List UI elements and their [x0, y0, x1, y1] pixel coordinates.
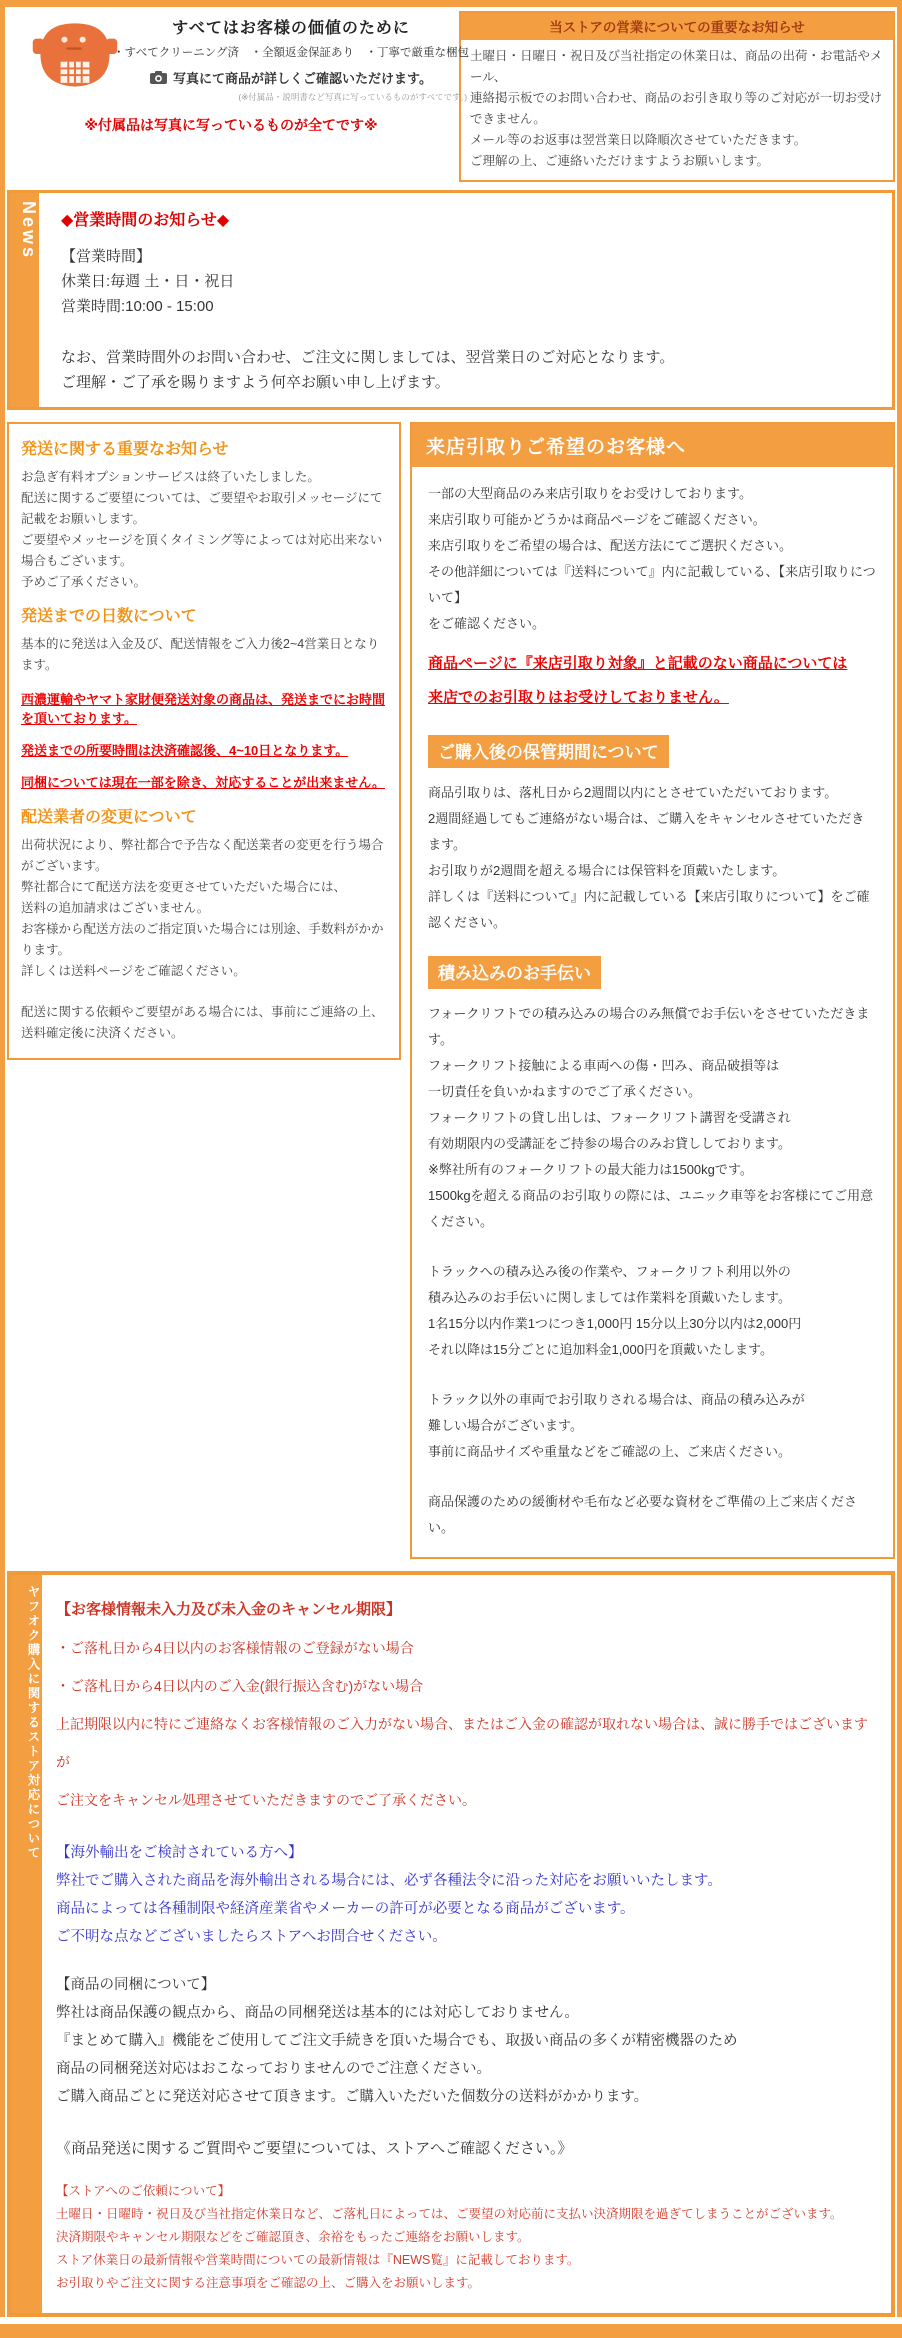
- shipping-line: 送料確定後に決済ください。: [21, 1026, 184, 1040]
- news-note: なお、営業時間外のお問い合わせ、ご注文に関しましては、翌営業日のご対応となります。: [61, 349, 675, 366]
- pickup-line: フォークリフトの貸し出しは、フォークリフト講習を受講され: [428, 1110, 791, 1125]
- pickup-line: 来店引取り可能かどうかは商品ページをご確認ください。: [428, 512, 766, 527]
- spacer: [21, 982, 387, 1002]
- news-note: ご理解・ご了承を賜りますよう何卒お願い申し上げます。: [61, 374, 450, 391]
- brand-photo-note: (※付属品・説明書など写真に写っているものがすべてです。): [238, 92, 468, 102]
- store-request-line: お引取りやご注文に関する注意事項をご確認の上、ご購入をお願いします。: [56, 2276, 481, 2290]
- notice-line: 連絡掲示板でのお問い合わせ、商品のお引き取り等のご対応が一切お受けできません。: [470, 91, 883, 126]
- pickup-line: 2週間経過してもご連絡がない場合は、ご購入をキャンセルさせていただきます。: [428, 811, 865, 852]
- pickup-red-warning-line: 来店でのお引取りはお受けしておりません。: [428, 689, 729, 706]
- pickup-line: フォークリフトでの積み込みの場合のみ無償でお手伝いをさせていただきます。: [428, 1006, 870, 1047]
- store-operation-notice-box: [459, 11, 895, 182]
- notice-line: ご理解の上、ご連絡いただけますようお願いします。: [470, 154, 770, 168]
- news-business-hours: 営業時間:10:00 - 15:00: [61, 298, 214, 315]
- brand-text: [113, 13, 469, 103]
- news-hours-label: 【営業時間】: [61, 248, 152, 265]
- contact-store-note: 《商品発送に関するご質問やご要望については、ストアへご確認ください。》: [56, 2140, 573, 2157]
- shipping-red-warning: 同梱については現在一部を除き、対応することが出来ません。: [21, 775, 386, 790]
- shipping-line: 送料の追加請求はございません。: [21, 901, 210, 915]
- brand-banner: [7, 11, 470, 135]
- shipping-line: お急ぎ有料オプションサービスは終了いたしました。: [21, 470, 320, 484]
- pickup-line: 事前に商品サイズや重量などをご確認の上、ご来店ください。: [428, 1444, 791, 1459]
- pickup-line: 商品引取りは、落札日から2週間以内にとさせていただいております。: [428, 785, 838, 800]
- pickup-line: 一部の大型商品のみ来店引取りをお受けしております。: [428, 486, 752, 501]
- pickup-line: 1500kgを超える商品のお引取りの際には、ユニック車等をお客様にてご用意ください。: [428, 1188, 874, 1229]
- pickup-panel-title: 来店引取りご希望のお客様へ: [412, 424, 893, 467]
- shipping-red-warning: 発送までの所要時間は決済確認後、4~10日となります。: [21, 743, 349, 758]
- bundle-notice-line: ご購入商品ごとに発送対応させて頂きます。ご購入いただいた個数分の送料がかかります。: [56, 2089, 649, 2105]
- shipping-line: 配送に関するご要望については、ご要望やお取引メッセージにて記載をお願いします。: [21, 491, 383, 526]
- pickup-line: 一切責任を負いかねますのでご了承ください。: [428, 1084, 702, 1099]
- export-notice-line: 【海外輸出をご検討されている方へ】: [56, 1845, 303, 1861]
- page-frame: [0, 7, 902, 2317]
- policy-tab: ヤフオク購入に関するストア対応について: [11, 1575, 42, 2313]
- store-request-line: 土曜日・日曜時・祝日及び当社指定休業日など、ご落札日によっては、ご要望の対応前に支払い決済期限を過ぎてしまうことがございます。: [56, 2207, 843, 2221]
- pickup-line: 来店引取りをご希望の場合は、配送方法にてご選択ください。: [428, 538, 793, 553]
- pickup-line: トラック以外の車両でお引取りされる場合は、商品の積み込みが: [428, 1392, 805, 1407]
- spacer: [428, 1363, 877, 1387]
- pickup-line: 商品保護のための緩衝材や毛布など必要な資材をご準備の上ご来店ください。: [428, 1494, 858, 1535]
- spacer: [56, 1951, 879, 1971]
- news-tab: News: [10, 193, 39, 407]
- header-row: [7, 11, 895, 182]
- shipping-days-heading: 発送までの日数について: [21, 608, 197, 625]
- store-request-line: 【ストアへのご依頼について】: [56, 2184, 231, 2198]
- pickup-line: をご確認ください。: [428, 616, 546, 631]
- news-section: [7, 190, 895, 410]
- pickup-line: 有効期限内の受講証をご持参の場合のみお貸ししております。: [428, 1136, 791, 1151]
- brand-accessories-warning: ※付属品は写真に写っているものが全てです※: [84, 117, 378, 133]
- shipping-notice-panel: [7, 422, 401, 1060]
- pickup-line: トラックへの積み込み後の作業や、フォークリフト利用以外の: [428, 1264, 791, 1279]
- pickup-line: ※弊社所有のフォークリフトの最大能力は1500kgです。: [428, 1162, 753, 1177]
- brand-top: [13, 13, 470, 103]
- bundle-notice-line: 『まとめて購入』機能をご使用してご注文手続きを頂いた場合でも、取扱い商品の多くが精密機器のため: [56, 2033, 738, 2049]
- pickup-line: フォークリフト接触による車両への傷・凹み、商品破損等は: [428, 1058, 780, 1073]
- top-border-bar: [0, 0, 902, 7]
- shipping-line: ご要望やメッセージを頂くタイミング等によっては対応出来ない場合もございます。: [21, 533, 383, 568]
- shipping-line: 基本的に発送は入金及び、配送情報をご入力後2~4営業日となります。: [21, 637, 380, 672]
- brand-photo-text: 写真にて商品が詳しくご確認いただけます。: [173, 71, 432, 86]
- shipping-line: 詳しくは送料ページをご確認ください。: [21, 964, 246, 978]
- spacer: [428, 1235, 877, 1259]
- pickup-line: 難しい場合がございます。: [428, 1418, 583, 1433]
- news-closed-days: 休業日:毎週 土・日・祝日: [61, 273, 235, 290]
- shipping-red-warning: 西濃運輸やヤマト家財便発送対象の商品は、発送までにお時間を頂いております。: [21, 692, 386, 726]
- pickup-red-warning-line: 商品ページに『来店引取り対象』と記載のない商品については: [428, 655, 848, 672]
- yahoo-auction-policy-section: [7, 1571, 895, 2317]
- pickup-line: お引取りが2週間を超える場合には保管料を頂戴いたします。: [428, 863, 786, 878]
- news-heading: ◆営業時間のお知らせ◆: [61, 212, 230, 229]
- shipping-line: 予めご了承ください。: [21, 575, 147, 589]
- cancel-deadline-line: ・ご落札日から4日以内のご入金(銀行振込含む)がない場合: [56, 1678, 424, 1694]
- pickup-line: それ以降は15分ごとに追加料金1,000円を頂戴いたします。: [428, 1342, 773, 1357]
- cancel-deadline-line: ご注文をキャンセル処理させていただきますのでご了承ください。: [56, 1792, 476, 1808]
- store-operation-notice-title: 当ストアの営業についての重要なお知らせ: [461, 13, 893, 40]
- store-request-line: 決済期限やキャンセル期限などをご確認頂き、余裕をもったご連絡をお願いします。: [56, 2230, 530, 2244]
- export-notice-line: 商品によっては各種制限や経済産業省やメーカーの許可が必要となる商品がございます。: [56, 1901, 635, 1917]
- notice-line: 土曜日・日曜日・祝日及び当社指定の休業日は、商品の出荷・お電話やメール、: [470, 49, 883, 84]
- bundle-notice-line: 【商品の同梱について】: [56, 1977, 216, 1993]
- cancel-deadline-heading: 【お客様情報未入力及び未入金のキャンセル期限】: [56, 1601, 402, 1618]
- pickup-panel: [410, 422, 895, 1559]
- storage-heading-row: [428, 715, 877, 780]
- middle-columns: [7, 422, 895, 1559]
- shipping-heading: 発送に関する重要なお知らせ: [21, 441, 229, 458]
- pickup-line: 積み込みのお手伝いに関しましては作業料を頂戴いたします。: [428, 1290, 791, 1305]
- pickup-line: 1名15分以内作業1つにつき1,000円 15分以上30分以内は2,000円: [428, 1316, 802, 1331]
- storage-period-heading: ご購入後の保管期間について: [428, 735, 669, 768]
- export-notice-line: 弊社でご購入された商品を海外輸出される場合には、必ず各種法令に沿った対応をお願いいたします。: [56, 1873, 722, 1889]
- policy-content: [42, 1575, 891, 2313]
- pickup-panel-body: [412, 467, 893, 1557]
- shipping-line: 出荷状況により、弊社都合で予告なく配送業者の変更を行う場合がございます。: [21, 838, 384, 873]
- store-mascot-logo: [13, 13, 113, 103]
- cancel-deadline-line: 上記期限以内に特にご連絡なくお客様情報のご入力がない場合、またはご入金の確認が取れない場合は、誠に勝手ではございますが: [56, 1716, 868, 1770]
- notice-line: メール等のお返事は翌営業日以降順次させていただきます。: [470, 133, 807, 147]
- pickup-line: 詳しくは『送料について』内に記載している【来店引取りについて】をご確認ください。: [428, 889, 870, 930]
- bundle-notice-line: 商品の同梱発送対応はおこなっておりませんのでご注意ください。: [56, 2061, 491, 2077]
- spacer: [56, 1819, 879, 1839]
- loading-help-heading: 積み込みのお手伝い: [428, 956, 601, 989]
- carrier-change-heading: 配送業者の変更について: [21, 809, 197, 826]
- brand-title: すべてはお客様の価値のために: [172, 20, 410, 37]
- shipping-line: 弊社都合にて配送方法を変更させていただいた場合には、: [21, 880, 347, 894]
- export-notice-line: ご不明な点などございましたらストアへお問合せください。: [56, 1929, 447, 1945]
- loading-heading-row: [428, 936, 877, 1001]
- pickup-red-warning: [428, 647, 877, 715]
- cancel-deadline-line: ・ご落札日から4日以内のお客様情報のご登録がない場合: [56, 1640, 414, 1656]
- brand-photo-line: [113, 68, 469, 87]
- shipping-line: 配送に関する依頼やご要望がある場合には、事前にご連絡の上、: [21, 1005, 384, 1019]
- brand-features: ・すべてクリーニング済 ・全額返金保証あり ・丁寧で厳重な梱包: [113, 47, 470, 59]
- store-request-line: ストア休業日の最新情報や営業時間についての最新情報は『NEWS覧』に記載しております。: [56, 2253, 580, 2267]
- camera-icon: [150, 71, 167, 84]
- pickup-line: その他詳細については『送料について』内に記載している、【来店引取りについて】: [428, 564, 876, 605]
- shipping-line: お客様から配送方法のご指定頂いた場合には別途、手数料がかかります。: [21, 922, 384, 957]
- mascot-icon: [27, 17, 123, 93]
- news-content: [39, 193, 892, 407]
- bundle-notice-line: 弊社は商品保護の観点から、商品の同梱発送は基本的には対応しておりません。: [56, 2005, 579, 2021]
- spacer: [428, 1465, 877, 1489]
- store-operation-notice-body: [461, 40, 893, 180]
- bottom-border-bar: [0, 2324, 902, 2338]
